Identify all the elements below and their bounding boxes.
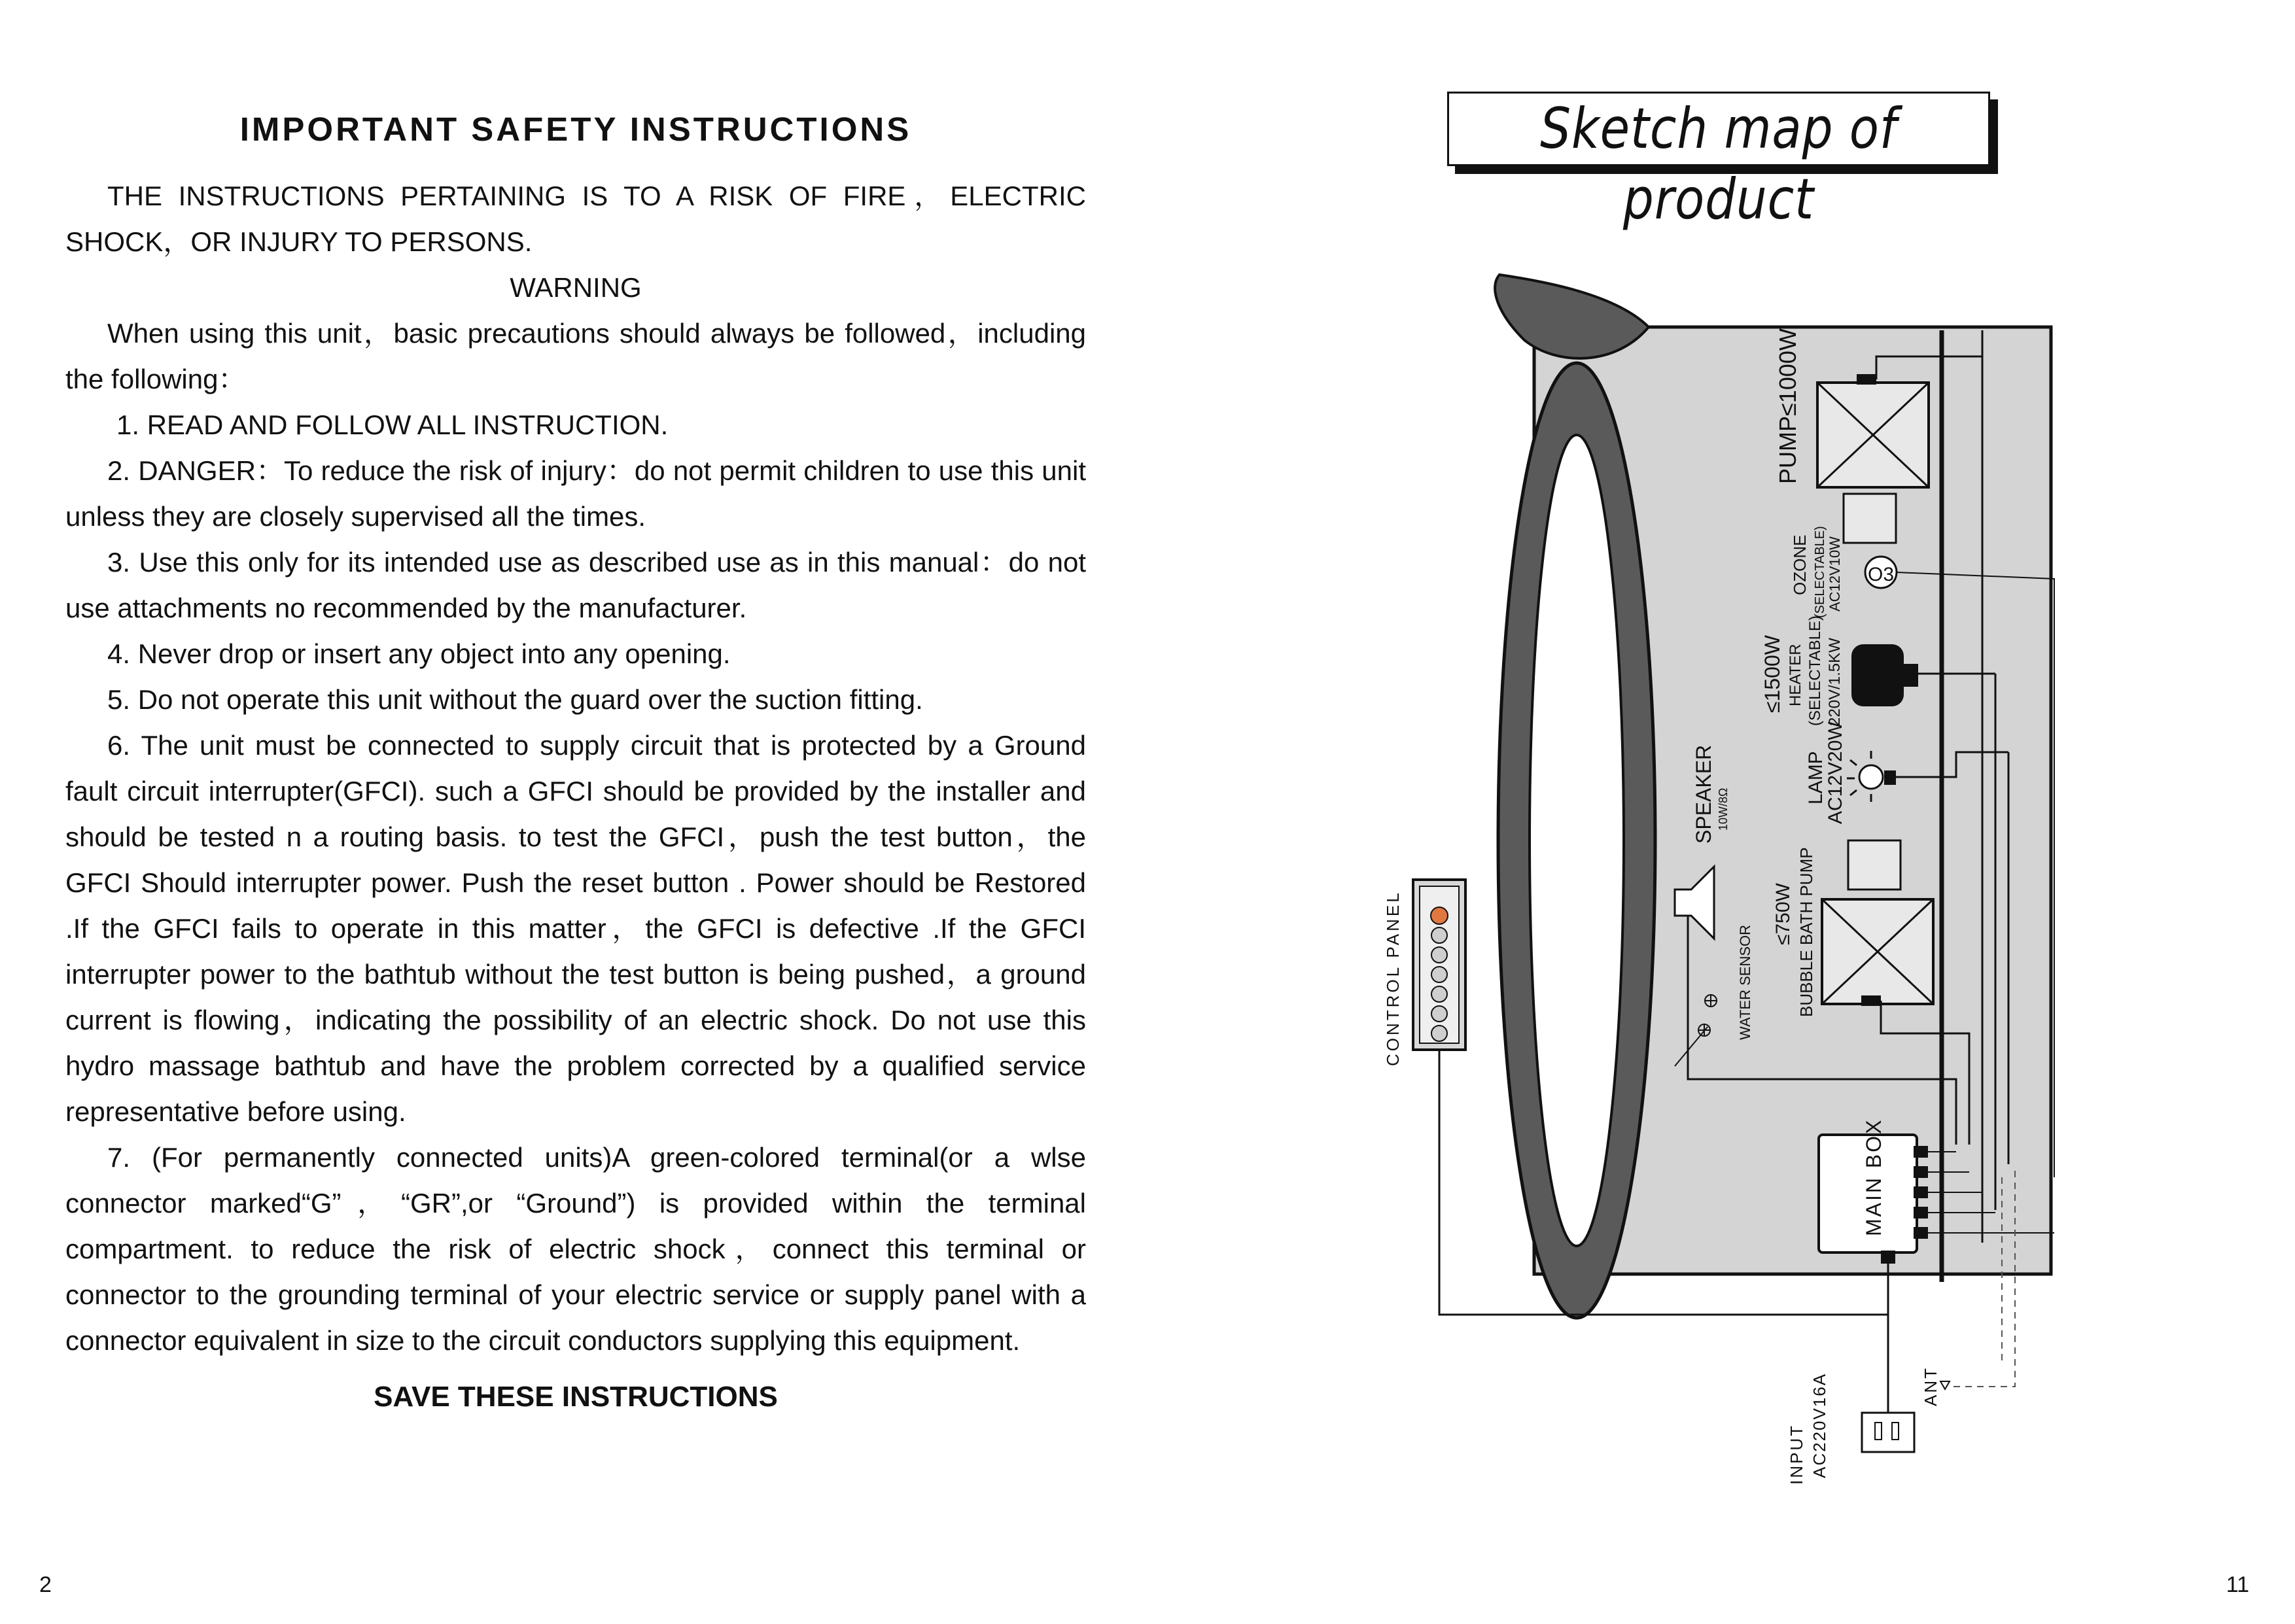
label-heater-selectable: (SELECTABLE) — [1806, 615, 1824, 726]
label-heater-voltage: 220V/1.5KW — [1826, 638, 1844, 726]
label-input-power: AC220V16A — [1810, 1372, 1829, 1478]
lamp-icon — [1859, 765, 1883, 789]
label-heater-power: ≤1500W — [1761, 635, 1784, 713]
power-plug-icon — [1862, 1413, 1914, 1452]
instruction-item: 5. Do not operate this unit without the guard over the suction fitting. — [107, 684, 923, 715]
heater-icon — [1851, 644, 1904, 706]
tub-lip — [1495, 275, 1649, 358]
instruction-item: 2. DANGER：To reduce the risk of injury：do not permit children to use this unit unless they are closely supervised all the times. — [65, 455, 1086, 532]
label-pump: PUMP≤1000W — [1774, 328, 1801, 484]
antenna-icon — [1940, 1381, 1950, 1389]
label-ozone-power: AC12V10W — [1827, 536, 1843, 612]
page-number-left: 2 — [39, 1572, 52, 1597]
label-input: INPUT — [1787, 1424, 1806, 1485]
tub-rim-inner — [1530, 435, 1624, 1246]
instruction-item: 1. READ AND FOLLOW ALL INSTRUCTION. — [116, 409, 669, 440]
label-ozone: OZONE — [1790, 534, 1810, 595]
label-control-panel: CONTROL PANEL — [1383, 890, 1403, 1066]
control-button-power — [1431, 907, 1448, 924]
pump-aux-box — [1844, 494, 1896, 543]
bubble-aux-box — [1848, 840, 1901, 890]
label-lamp-power: AC12V20W — [1825, 721, 1846, 824]
instruction-item: 4. Never drop or insert any object into any opening. — [107, 638, 731, 669]
label-water-sensor: WATER SENSOR — [1737, 924, 1753, 1040]
label-bubble-pump: BUBBLE BATH PUMP — [1796, 847, 1816, 1017]
page-number-right: 11 — [2226, 1572, 2249, 1597]
label-speaker-spec: 10W/8Ω — [1717, 787, 1730, 831]
ozone-symbol: O3 — [1867, 564, 1895, 585]
warning-heading: WARNING — [510, 272, 642, 303]
label-bubble-power: ≤750W — [1772, 883, 1794, 945]
instruction-item: 6. The unit must be connected to supply circuit that is protected by a Ground fault circuit interrupter(GFCI). such a GFCI should be provided by the installer and should be tested n a routing basis. to test the GFCI，push the test button，the GFCI Should interrupter power. Push the reset button . Power should be Restored .If the GFCI fails to operate in this matter，the GFCI is defective .If the GFCI interrupter power to the bathtub without the test button is being pushed，a ground current is flowing，indicating the possibility of an electric shock. Do not use this hydro massage bathtub and have the problem corrected by a qualified service representative before using. — [65, 730, 1086, 1127]
save-instructions: SAVE THESE INSTRUCTIONS — [374, 1381, 778, 1413]
label-lamp: LAMP — [1805, 751, 1827, 804]
label-antenna: ANT — [1921, 1366, 1940, 1406]
label-ozone-selectable: (SELECTABLE) — [1813, 526, 1827, 618]
label-main-box: MAIN BOX — [1862, 1118, 1885, 1236]
label-speaker: SPEAKER — [1692, 744, 1715, 844]
label-heater: HEATER — [1787, 644, 1804, 706]
instruction-item: 7. (For permanently connected units)A green-colored terminal(or a wlse connector marked“G”，“GR”,or “Ground”) is provided within the terminal compartment. to reduce the risk of electric shock，connect this terminal or connector to the grounding terminal of your electric service or supply panel with a connector equivalent in size to the circuit conductors supplying this equipment. — [65, 1142, 1086, 1356]
instruction-item: 3. Use this only for its intended use as described use as in this manual：do not use attachments no recommended by the manufacturer. — [65, 547, 1086, 623]
lead-paragraph: When using this unit，basic precautions should always be followed，including the following： — [65, 318, 1086, 394]
intro-paragraph: THE INSTRUCTIONS PERTAINING IS TO A RISK OF FIRE，ELECTRIC SHOCK，OR INJURY TO PERSONS. — [65, 181, 1086, 257]
page-title: IMPORTANT SAFETY INSTRUCTIONS — [239, 111, 912, 148]
sketch-title: Sketch map of product — [1540, 96, 1897, 232]
